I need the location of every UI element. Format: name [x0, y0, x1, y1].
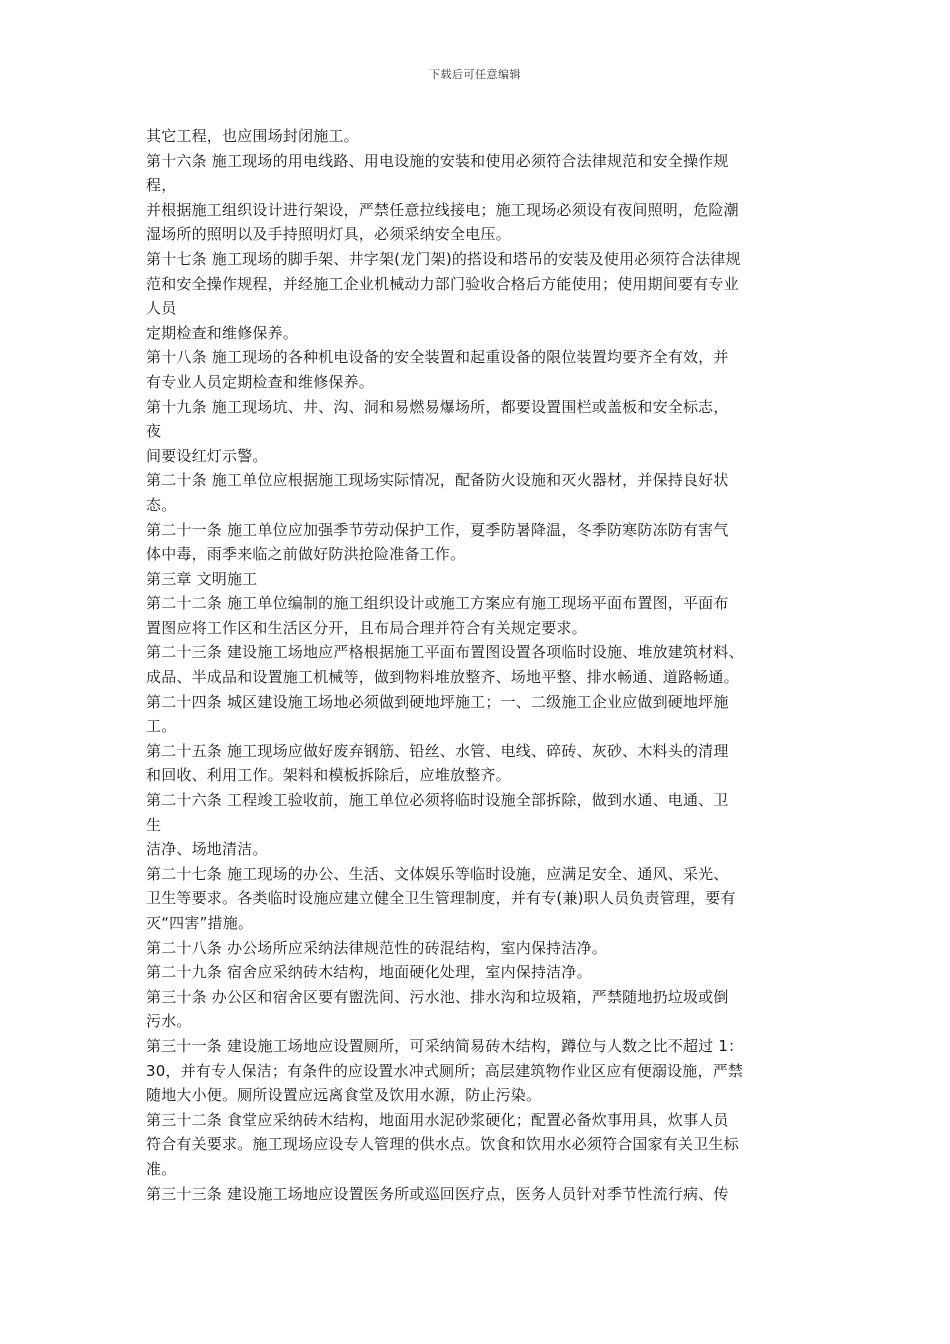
text-line: 第二十一条 施工单位应加强季节劳动保护工作，夏季防暑降温，冬季防寒防冻防有害气	[146, 520, 729, 539]
text-line: 第二十五条 施工现场应做好废弃钢筋、铅丝、水管、电线、碎砖、灰砂、木料头的清理	[146, 741, 729, 760]
text-line: 卫生等要求。各类临时设施应建立健全卫生管理制度，并有专(兼)职人员负责管理，要有	[146, 889, 736, 908]
text-line: 第二十九条 宿舍应采纳砖木结构，地面硬化处理，室内保持洁净。	[146, 963, 592, 982]
text-line: 程，	[146, 176, 177, 195]
text-line: 洁净、场地清洁。	[146, 840, 268, 859]
text-line: 间要设红灯示警。	[146, 446, 268, 465]
chapter-heading: 第三章 文明施工	[146, 569, 258, 588]
text-line: 有专业人员定期检查和维修保养。	[146, 372, 375, 391]
text-line: 第三十三条 建设施工场地应设置医务所或巡回医疗点，医务人员针对季节性流行病、传	[146, 1184, 729, 1203]
text-line: 30，并有专人保洁；有条件的应设置水冲式厕所；高层建筑物作业区应有便溺设施，严禁	[146, 1061, 744, 1080]
text-line: 工。	[146, 717, 177, 736]
text-line: 第三十一条 建设施工场地应设置厕所，可采纳简易砖木结构，蹲位与人数之比不超过 1：	[146, 1036, 744, 1055]
text-line: 第二十三条 建设施工场地应严格根据施工平面布置图设置各项临时设施、堆放建筑材料、	[146, 643, 744, 662]
text-line: 范和安全操作规程，并经施工企业机械动力部门验收合格后方能使用；使用期间要有专业	[146, 274, 739, 293]
text-line: 第二十七条 施工现场的办公、生活、文体娱乐等临时设施，应满足安全、通风、采光、	[146, 864, 729, 883]
text-line: 第二十四条 城区建设施工场地必须做到硬地坪施工；一、二级施工企业应做到硬地坪施	[146, 692, 729, 711]
text-line: 人员	[146, 299, 177, 318]
text-line: 第十七条 施工现场的脚手架、井字架(龙门架)的搭设和塔吊的安装及使用必须符合法律规	[146, 249, 741, 268]
text-line: 态。	[146, 495, 177, 514]
text-line: 并根据施工组织设计进行架设，严禁任意拉线接电；施工现场必须设有夜间照明，危险潮	[146, 200, 739, 219]
text-line: 污水。	[146, 1012, 192, 1031]
text-line: 夜	[146, 422, 162, 441]
text-line: 体中毒，雨季来临之前做好防洪抢险准备工作。	[146, 545, 466, 564]
page-header: 下载后可任意编辑	[429, 68, 521, 81]
text-line: 第二十条 施工单位应根据施工现场实际情况，配备防火设施和灭火器材，并保持良好状	[146, 471, 729, 490]
text-line: 准。	[146, 1159, 177, 1178]
text-line: 第二十八条 办公场所应采纳法律规范性的砖混结构，室内保持洁净。	[146, 938, 607, 957]
text-line: 定期检查和维修保养。	[146, 323, 299, 342]
text-line: 第三十二条 食堂应采纳砖木结构，地面用水泥砂浆硬化；配置必备炊事用具，炊事人员	[146, 1110, 729, 1129]
document-body	[146, 124, 816, 1206]
text-line: 生	[146, 815, 162, 834]
text-line: 第三十条 办公区和宿舍区要有盥洗间、污水池、排水沟和垃圾箱，严禁随地扔垃圾或倒	[146, 987, 729, 1006]
text-line: 和回收、利用工作。架料和模板拆除后，应堆放整齐。	[146, 766, 511, 785]
text-line: 第十九条 施工现场坑、井、沟、洞和易燃易爆场所，都要设置围栏或盖板和安全标志，	[146, 397, 729, 416]
text-line: 置图应将工作区和生活区分开，且布局合理并符合有关规定要求。	[146, 618, 587, 637]
text-line: 第十六条 施工现场的用电线路、用电设施的安装和使用必须符合法律规范和安全操作规	[146, 151, 729, 170]
text-line: 其它工程，也应围场封闭施工。	[146, 127, 359, 145]
text-line: 第二十六条 工程竣工验收前，施工单位必须将临时设施全部拆除，做到水通、电通、卫	[146, 791, 729, 810]
text-line: 湿场所的照明以及手持照明灯具，必须采纳安全电压。	[146, 225, 511, 244]
text-line: 符合有关要求。施工现场应设专人管理的供水点。饮食和饮用水必须符合国家有关卫生标	[146, 1135, 739, 1154]
text-line: 第二十二条 施工单位编制的施工组织设计或施工方案应有施工现场平面布置图，平面布	[146, 594, 729, 613]
text-line: 随地大小便。厕所设置应远离食堂及饮用水源，防止污染。	[146, 1086, 542, 1105]
text-line: 成品、半成品和设置施工机械等，做到物料堆放整齐、场地平整、排水畅通、道路畅通。	[146, 668, 739, 687]
text-line: 灭“四害”措施。	[146, 914, 254, 932]
text-line: 第十八条 施工现场的各种机电设备的安全装置和起重设备的限位装置均要齐全有效，并	[146, 348, 729, 367]
